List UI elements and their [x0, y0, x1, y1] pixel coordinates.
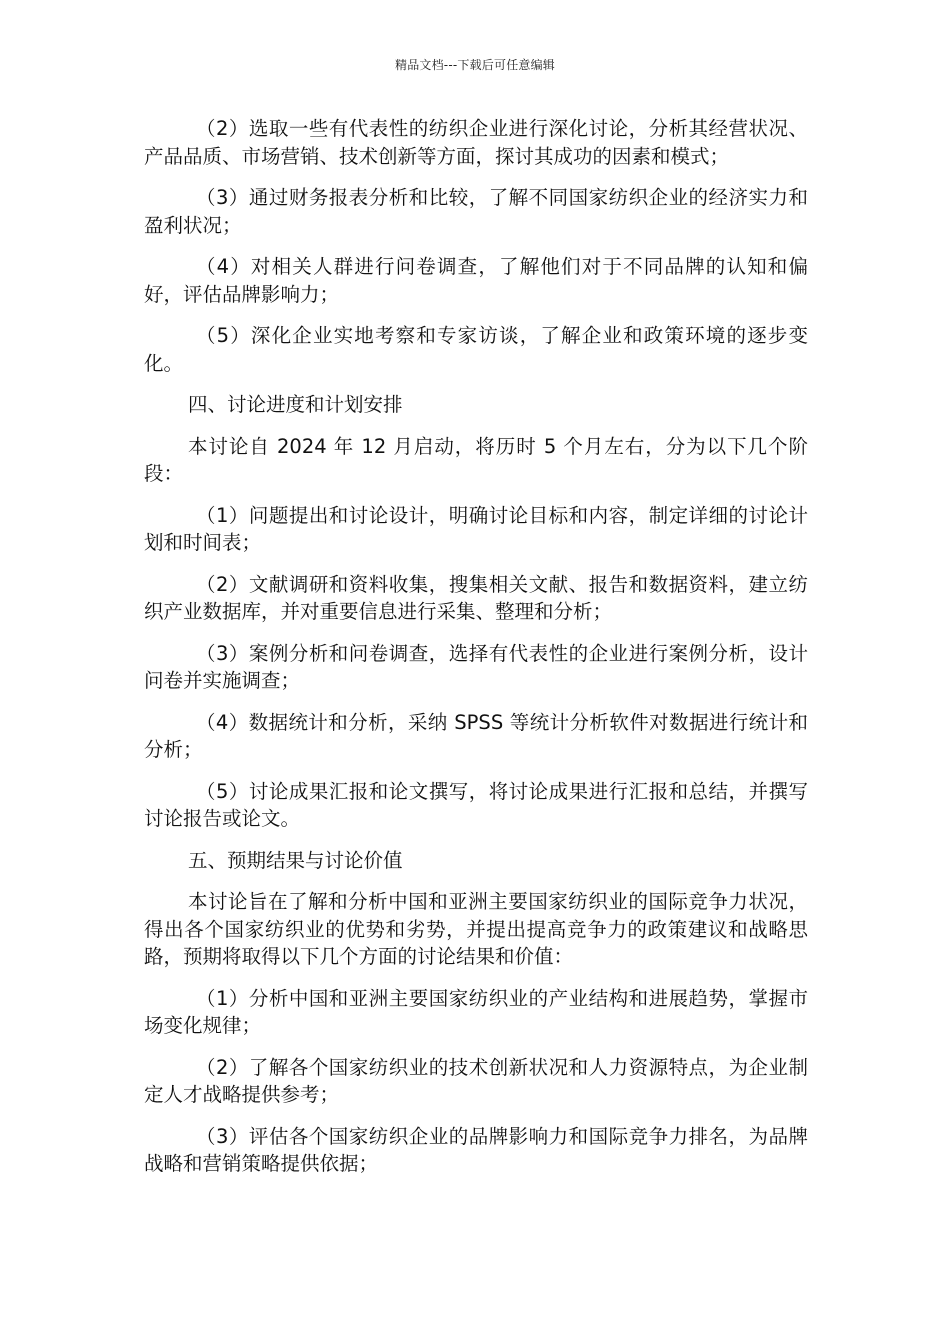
paragraph: （1）分析中国和亚洲主要国家纺织业的产业结构和进展趋势，掌握市场变化规律； [144, 986, 808, 1037]
paragraph: （3）案例分析和问卷调查，选择有代表性的企业进行案例分析，设计问卷并实施调查； [144, 641, 808, 692]
paragraph: （1）问题提出和讨论设计，明确讨论目标和内容，制定详细的讨论计划和时间表； [144, 503, 808, 554]
paragraph: （3）通过财务报表分析和比较，了解不同国家纺织企业的经济实力和盈利状况； [144, 186, 808, 237]
paragraph: （3）评估各个国家纺织企业的品牌影响力和国际竞争力排名，为品牌战略和营销策略提供依据； [144, 1124, 808, 1175]
paragraph: （2）文献调研和资料收集，搜集相关文献、报告和数据资料，建立纺织产业数据库，并对重要信息进行采集、整理和分析； [144, 572, 808, 623]
paragraph: （5）深化企业实地考察和专家访谈，了解企业和政策环境的逐步变化。 [144, 324, 808, 375]
paragraph: 本讨论旨在了解和分析中国和亚洲主要国家纺织业的国际竞争力状况，得出各个国家纺织业的优势和劣势，并提出提高竞争力的政策建议和战略思路，预期将取得以下几个方面的讨论结果和价值： [144, 890, 808, 968]
section-heading: 五、预期结果与讨论价值 [188, 848, 403, 872]
paragraph: （5）讨论成果汇报和论文撰写，将讨论成果进行汇报和总结，并撰写讨论报告或论文。 [144, 779, 808, 830]
paragraph: （4）数据统计和分析，采纳 SPSS 等统计分析软件对数据进行统计和分析； [144, 710, 808, 761]
page-header: 精品文档---下载后可任意编辑 [395, 58, 555, 72]
paragraph: （4）对相关人群进行问卷调查，了解他们对于不同品牌的认知和偏好，评估品牌影响力； [144, 255, 808, 306]
paragraph: （2）选取一些有代表性的纺织企业进行深化讨论，分析其经营状况、产品品质、市场营销、技术创新等方面，探讨其成功的因素和模式； [144, 117, 808, 168]
paragraph: 本讨论自 2024 年 12 月启动，将历时 5 个月左右，分为以下几个阶段： [144, 434, 808, 485]
section-heading: 四、讨论进度和计划安排 [188, 393, 403, 416]
document-body [144, 115, 808, 1192]
paragraph: （2）了解各个国家纺织业的技术创新状况和人力资源特点，为企业制定人才战略提供参考； [144, 1055, 808, 1106]
